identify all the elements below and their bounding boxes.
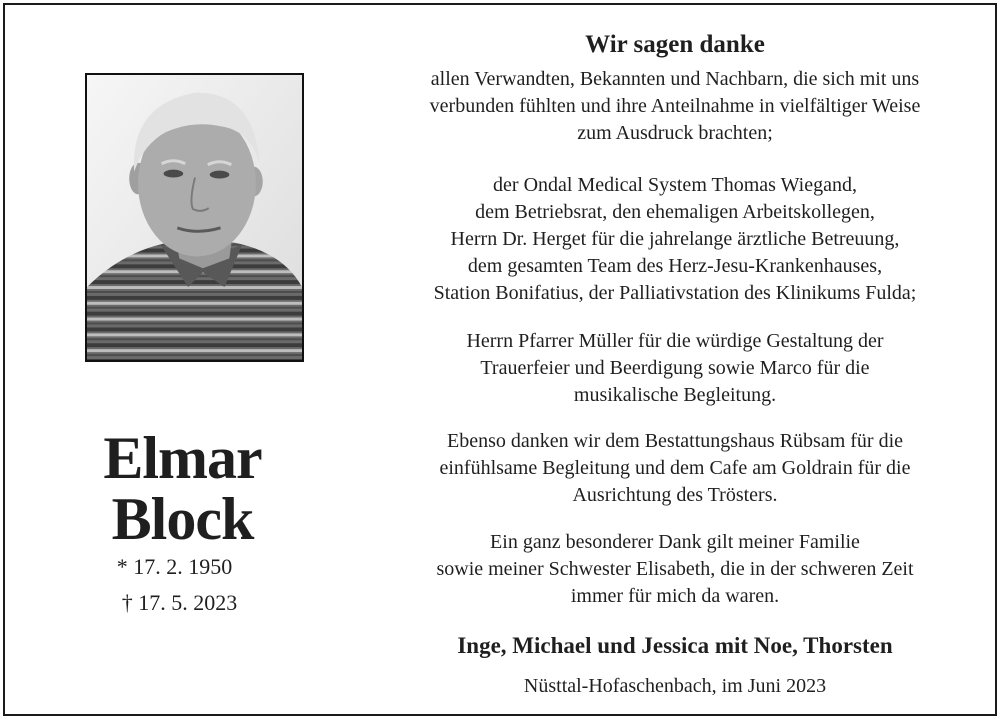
- text-line: sowie meiner Schwester Elisabeth, die in der schweren Zeit: [436, 558, 914, 580]
- portrait-photo: [85, 73, 304, 362]
- text-line: Ausrichtung des Trösters.: [572, 484, 778, 506]
- text-line: Herrn Pfarrer Müller für die würdige Gestaltung der: [466, 330, 884, 352]
- text-line: zum Ausdruck brachten;: [577, 122, 773, 144]
- deceased-last-name: Block: [111, 486, 254, 552]
- obituary-notice: [3, 3, 997, 716]
- text-line: dem Betriebsrat, den ehemaligen Arbeitskollegen,: [475, 201, 875, 223]
- text-line: musikalische Begleitung.: [573, 384, 777, 406]
- thanks-heading: Wir sagen danke: [585, 31, 765, 58]
- thanks-paragraph-3: [360, 328, 990, 409]
- thanks-paragraph-2: [360, 172, 990, 307]
- text-line: immer für mich da waren.: [570, 585, 780, 607]
- text-line: Ebenso danken wir dem Bestattungshaus Rübsam für die: [446, 430, 904, 452]
- text-line: verbunden fühlten und ihre Anteilnahme in vielfältiger Weise: [429, 95, 921, 117]
- thanks-paragraph-5: [360, 529, 990, 610]
- place-date: Nüsttal-Hofaschenbach, im Juni 2023: [523, 675, 827, 697]
- text-line: der Ondal Medical System Thomas Wiegand,: [493, 174, 857, 196]
- signers: Inge, Michael und Jessica mit Noe, Thorsten: [457, 633, 893, 658]
- death-date: † 17. 5. 2023: [121, 590, 238, 615]
- text-line: Herrn Dr. Herget für die jahrelange ärztliche Betreuung,: [450, 228, 900, 250]
- text-line: Station Bonifatius, der Palliativstation des Klinikums Fulda;: [433, 282, 917, 304]
- text-line: Ein ganz besonderer Dank gilt meiner Familie: [490, 531, 860, 553]
- thanks-paragraph-1: [360, 66, 990, 147]
- deceased-first-name: Elmar: [103, 425, 262, 491]
- left-column: [5, 5, 360, 714]
- thanks-column: [360, 5, 990, 714]
- thanks-paragraph-4: [360, 428, 990, 509]
- birth-date: * 17. 2. 1950: [116, 554, 233, 579]
- text-line: Trauerfeier und Beerdigung sowie Marco für die: [480, 357, 870, 379]
- text-line: dem gesamten Team des Herz-Jesu-Krankenhauses,: [467, 255, 883, 277]
- text-line: allen Verwandten, Bekannten und Nachbarn, die sich mit uns: [430, 68, 920, 90]
- text-line: einfühlsame Begleitung und dem Cafe am Goldrain für die: [439, 457, 911, 479]
